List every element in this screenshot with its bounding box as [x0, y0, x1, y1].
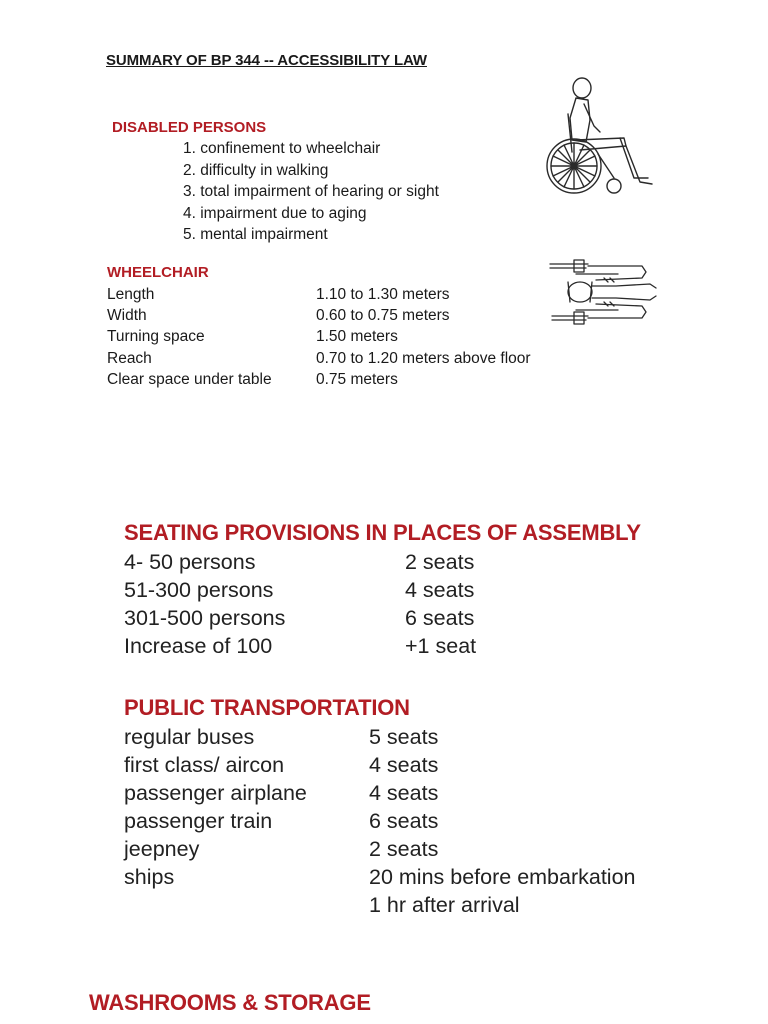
table-row — [124, 863, 684, 891]
row-label: jeepney — [124, 837, 200, 861]
table-row — [124, 807, 684, 835]
row-value: 5 seats — [369, 725, 439, 749]
row-value: 2 seats — [405, 550, 475, 574]
table-row — [124, 723, 684, 751]
washrooms-heading: WASHROOMS & STORAGE — [89, 990, 371, 1015]
table-row — [124, 632, 544, 660]
table-row — [107, 348, 567, 369]
row-value: 0.60 to 0.75 meters — [316, 307, 450, 325]
seating-heading: SEATING PROVISIONS IN PLACES OF ASSEMBLY — [124, 520, 641, 545]
list-item: 3. total impairment of hearing or sight — [183, 183, 439, 200]
transport-table — [124, 723, 684, 919]
row-value: 0.70 to 1.20 meters above floor — [316, 349, 531, 367]
row-value: +1 seat — [405, 634, 477, 658]
seating-table — [124, 548, 544, 660]
row-value: 1.50 meters — [316, 328, 398, 346]
page-title: SUMMARY OF BP 344 -- ACCESSIBILITY LAW — [106, 52, 427, 69]
row-label: Reach — [107, 349, 152, 367]
row-label: Width — [107, 307, 147, 325]
disabled-persons-list — [183, 138, 439, 246]
row-label: passenger airplane — [124, 781, 307, 805]
row-label: ships — [124, 865, 175, 889]
table-row — [107, 305, 567, 326]
list-item: 1. confinement to wheelchair — [183, 140, 381, 157]
list-item: 2. difficulty in walking — [183, 161, 329, 179]
row-value: 4 seats — [369, 781, 439, 805]
row-label: first class/ aircon — [124, 753, 285, 777]
row-label: Increase of 100 — [124, 634, 273, 658]
table-row — [124, 751, 684, 779]
row-label: 51-300 persons — [124, 578, 274, 602]
row-value: 4 seats — [405, 578, 475, 602]
row-value: 6 seats — [405, 606, 475, 630]
table-row — [124, 779, 684, 807]
row-label: Length — [107, 286, 155, 303]
list-item: 5. mental impairment — [183, 226, 328, 243]
table-row — [107, 369, 567, 390]
row-label: 301-500 persons — [124, 606, 286, 630]
row-label: Turning space — [107, 328, 205, 346]
row-label: Clear space under table — [107, 370, 272, 388]
table-row — [107, 326, 567, 347]
row-value: 2 seats — [369, 837, 439, 861]
table-row — [124, 576, 544, 604]
disabled-persons-heading: DISABLED PERSONS — [112, 119, 267, 136]
row-label: passenger train — [124, 809, 273, 833]
wheelchair-table — [107, 284, 567, 390]
wheelchair-heading: WHEELCHAIR — [107, 264, 209, 281]
table-row — [107, 284, 567, 305]
table-row — [124, 835, 684, 863]
row-value: 1.10 to 1.30 meters — [316, 286, 450, 303]
table-row — [124, 548, 544, 576]
row-value: 4 seats — [369, 753, 439, 777]
row-label: regular buses — [124, 725, 255, 749]
row-label: 4- 50 persons — [124, 550, 256, 574]
row-value: 0.75 meters — [316, 370, 398, 388]
list-item: 4. impairment due to aging — [183, 204, 367, 222]
table-row — [124, 891, 684, 919]
table-row — [124, 604, 544, 632]
row-value: 1 hr after arrival — [369, 893, 520, 917]
wheelchair-user-side-icon — [540, 74, 660, 198]
transport-heading: PUBLIC TRANSPORTATION — [124, 695, 410, 720]
row-value: 20 mins before embarkation — [369, 865, 636, 889]
row-value: 6 seats — [369, 809, 439, 833]
